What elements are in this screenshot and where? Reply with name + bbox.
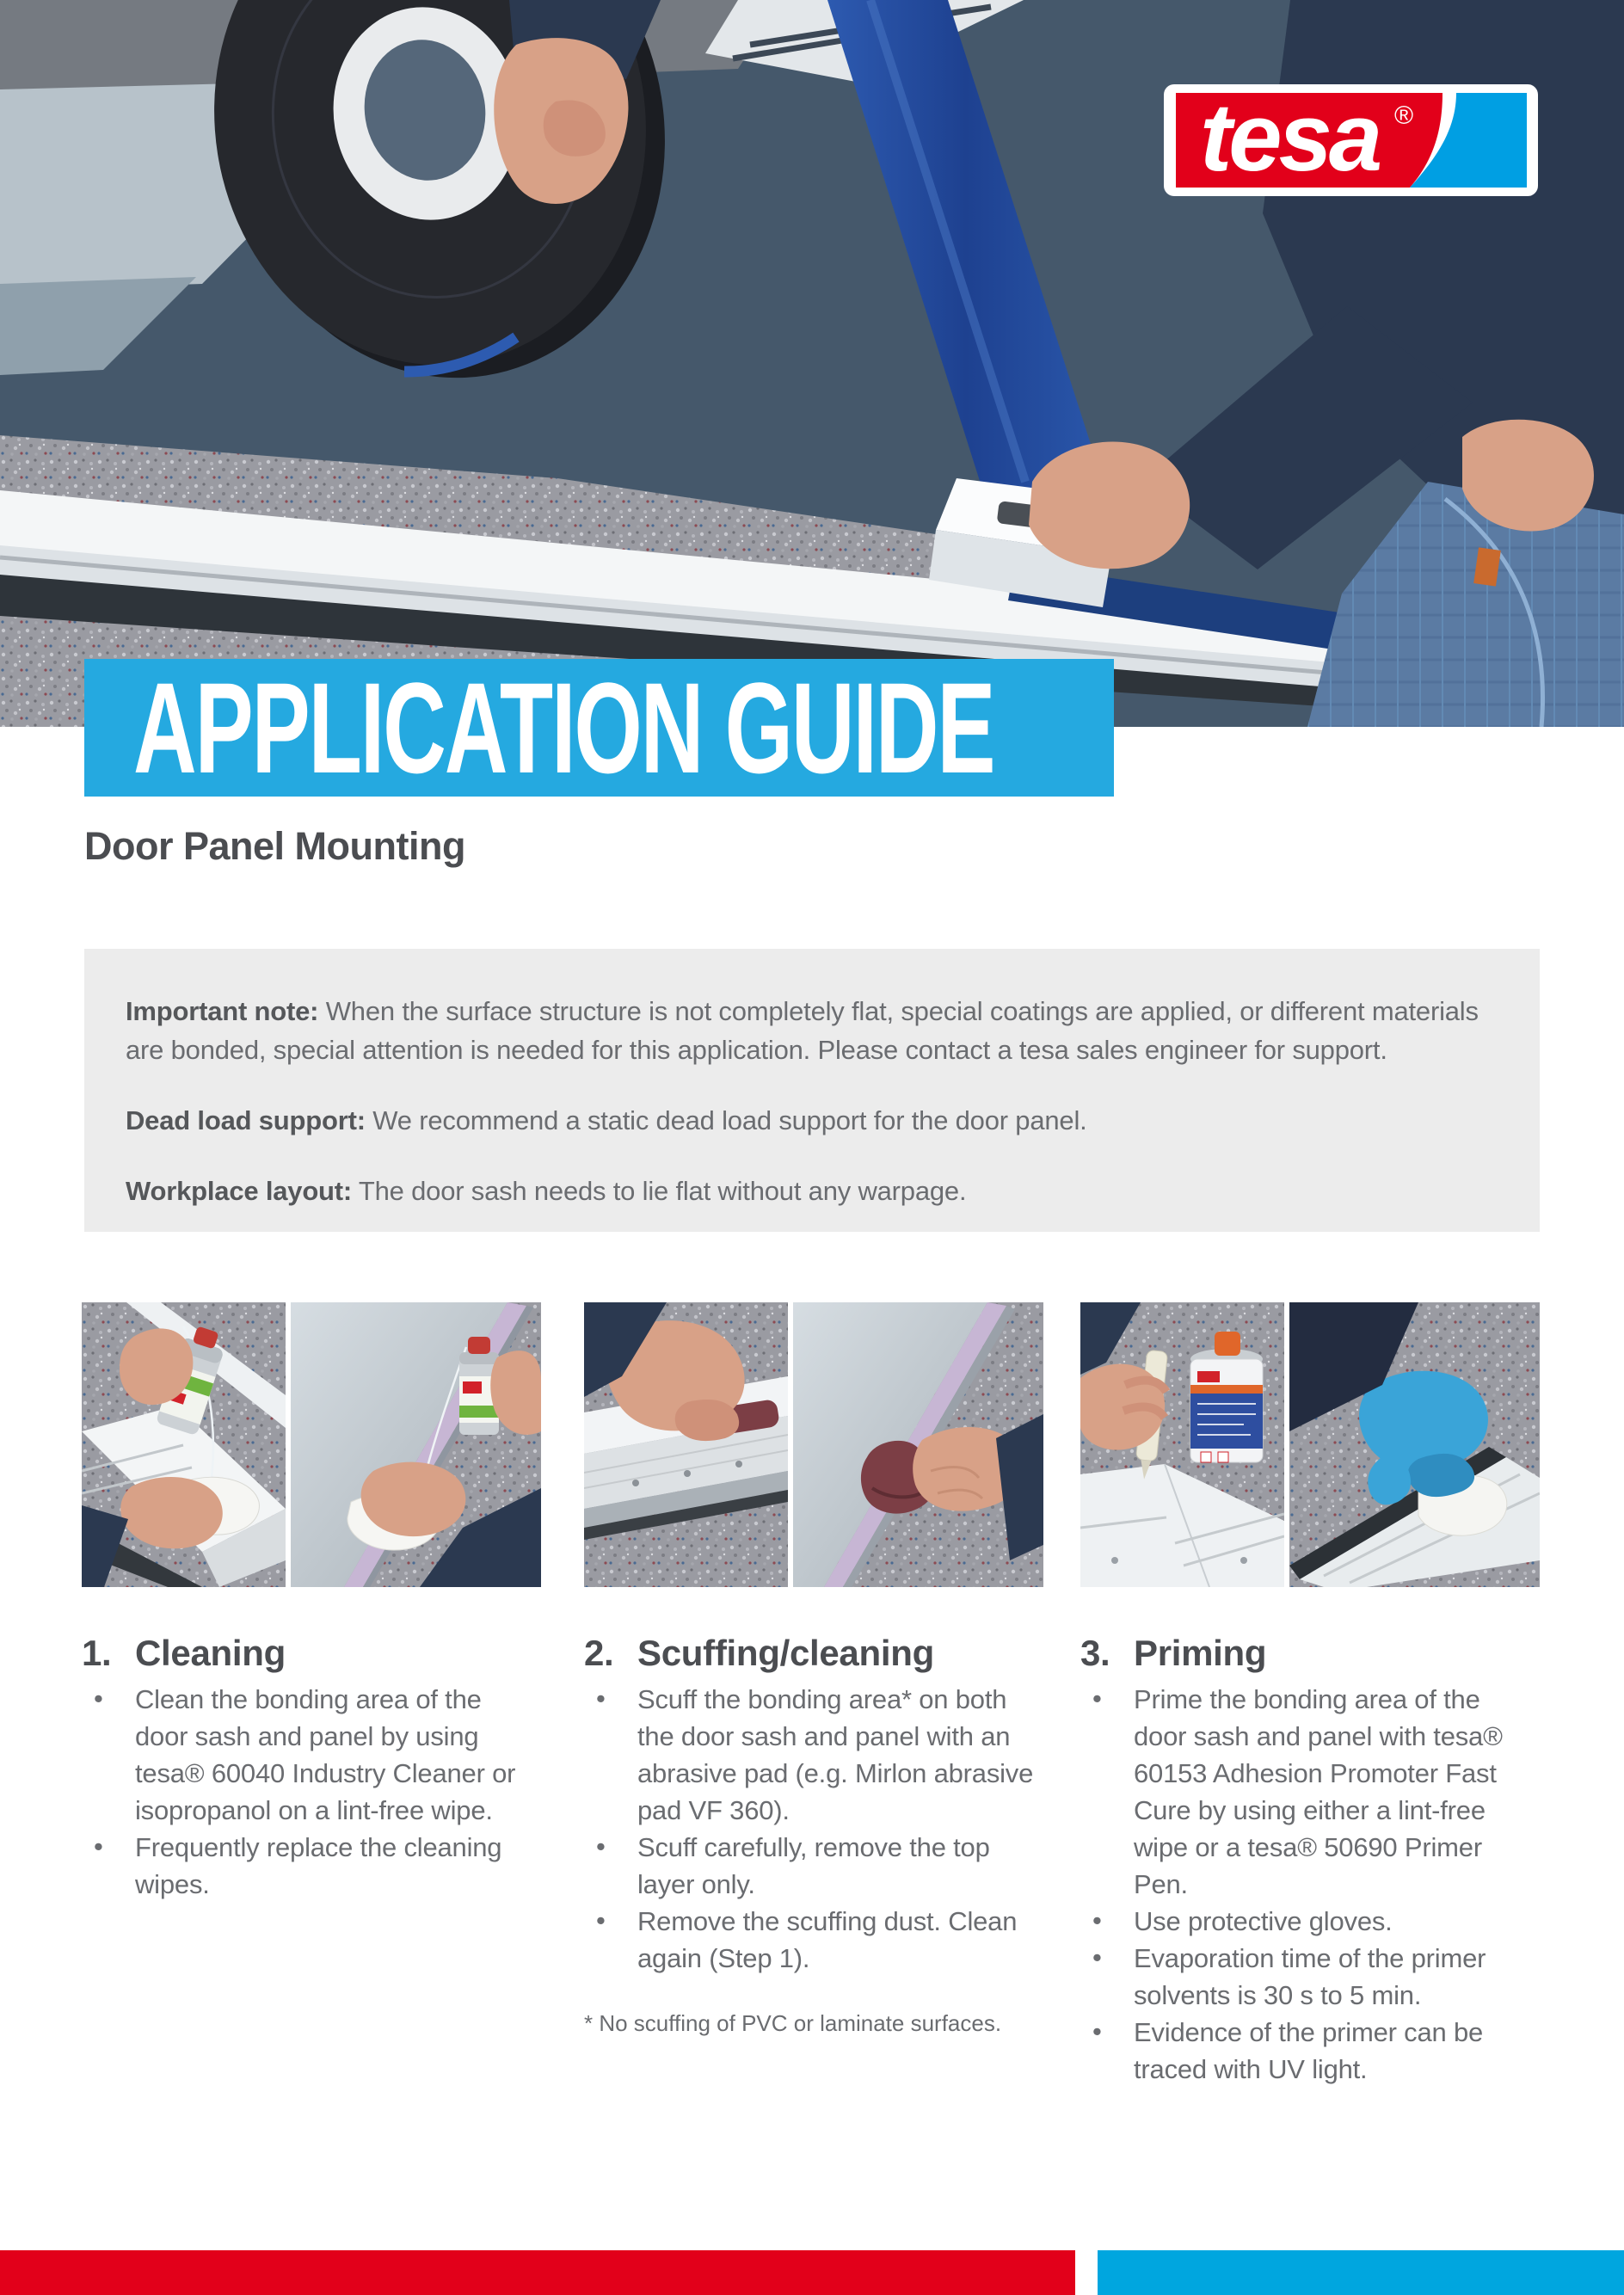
step-title: Priming xyxy=(1134,1633,1267,1673)
step-bullet: • Evidence of the primer can be traced with UV light. xyxy=(1080,2014,1540,2088)
note-paragraph xyxy=(126,1101,1498,1140)
logo-registered-mark: ® xyxy=(1394,102,1414,130)
step1-photos xyxy=(82,1302,541,1587)
page-title: APPLICATION GUIDE xyxy=(133,655,994,800)
step-heading xyxy=(584,1633,1043,1674)
pocket-hand xyxy=(1462,420,1594,532)
logo-wordmark: tesa xyxy=(1200,84,1380,191)
photo-step1-wipe-panel xyxy=(291,1302,541,1587)
step-bullet: • Scuff carefully, remove the top layer only. xyxy=(584,1829,1043,1903)
step3-text xyxy=(1080,1633,1540,2088)
hand xyxy=(361,1462,466,1536)
note-paragraph xyxy=(126,992,1498,1069)
step-number: 1. xyxy=(82,1633,112,1673)
step-bullet: • Evaporation time of the primer solvents is 30 s to 5 min. xyxy=(1080,1940,1540,2014)
note-paragraph xyxy=(126,1172,1498,1210)
note-label: Workplace layout: xyxy=(126,1176,353,1206)
step-number: 3. xyxy=(1080,1633,1110,1673)
step-heading xyxy=(1080,1633,1540,1674)
step-bullet: • Clean the bonding area of the door sash and panel by using tesa® 60040 Industry Cleaner or isopropanol on a lint-free wipe. xyxy=(82,1681,541,1829)
step2-text xyxy=(584,1633,1043,2037)
step-bullet: • Scuff the bonding area* on both the door sash and panel with an abrasive pad (e.g. Mirlon abrasive pad VF 360). xyxy=(584,1681,1043,1829)
step-bullet-list xyxy=(1080,1681,1540,2088)
right-hand xyxy=(1029,441,1190,569)
photo-step2-scuff-sash xyxy=(584,1302,788,1587)
note-label: Dead load support: xyxy=(126,1105,366,1135)
step-bullet: • Use protective gloves. xyxy=(1080,1903,1540,1940)
step1-text xyxy=(82,1633,541,1903)
step-footnote: * No scuffing of PVC or laminate surfaces. xyxy=(584,2010,1002,2036)
footer-red-bar xyxy=(0,2250,1075,2295)
step-bullet-list xyxy=(584,1681,1043,1977)
important-notes-box xyxy=(84,949,1540,1232)
photo-step3-primer-pen xyxy=(1080,1302,1284,1587)
note-text: When the surface structure is not completely flat, special coatings are applied, or different materials are bonded, special attention is needed for this application. Please contact a tesa sales engineer for support. xyxy=(126,996,1479,1065)
protective-glove xyxy=(1359,1371,1488,1505)
note-text: The door sash needs to lie flat without any warpage. xyxy=(358,1176,967,1206)
step-bullet: • Frequently replace the cleaning wipes. xyxy=(82,1829,541,1903)
photo-step2-scuff-panel xyxy=(793,1302,1043,1587)
tesa-logo xyxy=(1164,84,1538,196)
step-title: Scuffing/cleaning xyxy=(637,1633,934,1673)
step-number: 2. xyxy=(584,1633,614,1673)
note-text: We recommend a static dead load support for the door panel. xyxy=(372,1105,1087,1135)
step-bullet: • Remove the scuffing dust. Clean again (Step 1). xyxy=(584,1903,1043,1977)
photo-step1-spray-cleaning xyxy=(82,1302,286,1587)
note-label: Important note: xyxy=(126,996,319,1026)
footer-cyan-bar xyxy=(1098,2250,1624,2295)
step2-photos xyxy=(584,1302,1043,1587)
step-title: Cleaning xyxy=(135,1633,286,1673)
step-bullet-list xyxy=(82,1681,541,1903)
page-subtitle: Door Panel Mounting xyxy=(84,824,465,868)
step-bullet: • Prime the bonding area of the door sash and panel with tesa® 60153 Adhesion Promoter Fast Cure by using either a lint-free wipe or a tesa® 50690 Primer Pen. xyxy=(1080,1681,1540,1903)
step3-photos xyxy=(1080,1302,1540,1587)
title-banner xyxy=(84,655,1114,800)
photo-step3-glove-wipe xyxy=(1289,1302,1540,1587)
step-heading xyxy=(82,1633,541,1674)
